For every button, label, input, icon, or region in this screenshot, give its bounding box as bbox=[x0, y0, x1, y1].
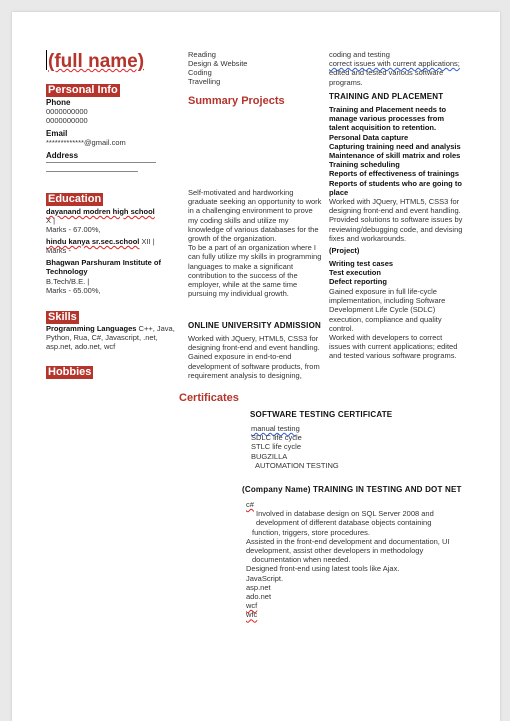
training-body bbox=[246, 500, 476, 620]
skills-line-1 bbox=[46, 324, 175, 333]
tp-line: fixes and workarounds. bbox=[329, 233, 407, 243]
personal-info-title: Personal Info bbox=[48, 84, 118, 96]
training-line: JavaScript. bbox=[246, 573, 284, 583]
summary-line: can fully utilize my skills in programming bbox=[188, 252, 322, 262]
project-line: and tested various software programs. bbox=[329, 351, 457, 361]
summary-line: graduate seeking an opportunity to work bbox=[188, 197, 322, 207]
summary-line: employer, while at the same time bbox=[188, 280, 298, 290]
summary-line: in a challenging environment to prove bbox=[188, 206, 313, 216]
school-1: dayanand modren high school bbox=[46, 207, 155, 216]
training-line: ado.net bbox=[246, 592, 272, 602]
cert-list bbox=[251, 424, 339, 470]
hobby-item: Travelling bbox=[188, 77, 221, 86]
cert-item: manual testing bbox=[251, 424, 300, 433]
col3-line: programs. bbox=[329, 77, 363, 87]
training-line: development of different database objects containing bbox=[256, 518, 432, 528]
cert-title: SOFTWARE TESTING CERTIFICATE bbox=[250, 410, 393, 419]
training-placement-title: TRAINING AND PLACEMENT bbox=[329, 92, 444, 101]
address-line-2 bbox=[46, 171, 138, 172]
skills-value-1: C++, Java, bbox=[138, 324, 175, 333]
training-line: function, triggers, store procedures. bbox=[252, 527, 370, 537]
project-line: execution, compliance and quality bbox=[329, 314, 442, 324]
tp-line: Provided solutions to software issues by bbox=[329, 215, 463, 225]
tp-bold-line: talent acquisition to retention. bbox=[329, 123, 437, 133]
project-line: implementation, including Software bbox=[329, 296, 446, 306]
col3-line: correct issues with current applications; bbox=[329, 59, 460, 69]
school-3-marks: Marks - 65.00%, bbox=[46, 286, 101, 295]
summary-line: knowledge of various databases for the bbox=[188, 224, 319, 234]
hobby-item: Reading bbox=[188, 50, 216, 59]
skills-value-3: asp.net, ado.net, wcf bbox=[46, 342, 116, 351]
education-section bbox=[46, 189, 103, 207]
tp-bold-line: Reports of effectiveness of trainings bbox=[329, 169, 460, 179]
training-line: development, assist other developers in methodology bbox=[246, 546, 424, 556]
summary-line: contribution to the success of the bbox=[188, 270, 298, 280]
project-title: (Project) bbox=[329, 246, 360, 255]
summary-line: To be a part of an organization where I bbox=[188, 243, 316, 253]
summary-line: Self-motivated and hardworking bbox=[188, 188, 294, 197]
school-2: hindu kanya sr.sec.school bbox=[46, 237, 140, 246]
text-cursor bbox=[46, 50, 47, 70]
full-name-heading[interactable]: (full name) bbox=[48, 51, 145, 72]
school-2-detail: XII | bbox=[141, 237, 155, 246]
admission-line: development of software products, from bbox=[188, 361, 320, 371]
tp-bold-line: Maintenance of skill matrix and roles bbox=[329, 151, 461, 161]
col3-top-body bbox=[329, 50, 474, 87]
project-bold-line: Test execution bbox=[329, 268, 381, 278]
project-body bbox=[329, 287, 474, 361]
project-bold bbox=[329, 259, 474, 287]
online-admission-title: ONLINE UNIVERSITY ADMISSION bbox=[188, 321, 321, 330]
tp-bold-line: Training scheduling bbox=[329, 160, 400, 170]
training-line: c# bbox=[246, 500, 254, 509]
cert-item: BUGZILLA bbox=[251, 451, 288, 461]
school-2-marks: Marks - bbox=[46, 246, 71, 255]
tp-line: Worked with JQuery, HTML5, CSS3 for bbox=[329, 197, 460, 206]
certificates-title: Certificates bbox=[179, 392, 239, 404]
skills-label: Programming Languages bbox=[46, 324, 137, 333]
tp-line: reviewing/debugging code, and devising bbox=[329, 224, 463, 234]
summary-body bbox=[188, 188, 330, 298]
cert-item: AUTOMATION TESTING bbox=[255, 460, 339, 470]
summary-line: languages to make a significant bbox=[188, 261, 294, 271]
tp-bold-line: manage various processes from bbox=[329, 114, 445, 124]
phone-2: 0000000000 bbox=[46, 116, 88, 125]
col3-line: edited and tested various software bbox=[329, 68, 444, 78]
hobby-item: Coding bbox=[188, 68, 212, 77]
summary-title: Summary Projects bbox=[188, 95, 285, 107]
school-2-row bbox=[46, 237, 155, 246]
project-bold-line: Defect reporting bbox=[329, 277, 387, 287]
phone-1: 0000000000 bbox=[46, 107, 88, 116]
skills-title: Skills bbox=[48, 311, 77, 323]
summary-line: pursuing my individual growth. bbox=[188, 289, 289, 299]
address-label: Address bbox=[46, 151, 79, 160]
training-title: (Company Name) TRAINING IN TESTING AND DOT NET bbox=[242, 485, 462, 494]
skills-section bbox=[46, 307, 79, 325]
skills-value-2: Python, Rua, C#, Javascript, .net, bbox=[46, 333, 158, 342]
school-1-marks: Marks - 67.00%, bbox=[46, 225, 101, 234]
resume-page bbox=[12, 12, 500, 721]
training-line: Involved in database design on SQL Server 2008 and bbox=[256, 509, 434, 519]
hobby-item: Design & Website bbox=[188, 59, 248, 68]
tp-bold-line: Reports of students who are going to bbox=[329, 178, 462, 188]
training-line: Designed front-end using latest tools like Ajax. bbox=[246, 564, 400, 574]
training-line: documentation when needed. bbox=[252, 555, 351, 565]
school-1-detail: X | bbox=[46, 216, 56, 225]
project-line: Gained exposure in full life-cycle bbox=[329, 287, 437, 296]
tp-bold-line: place bbox=[329, 187, 349, 197]
summary-line: growth of the organization. bbox=[188, 234, 277, 244]
project-line: Worked with developers to correct bbox=[329, 333, 443, 343]
phone-label: Phone bbox=[46, 98, 71, 107]
col3-line: coding and testing bbox=[329, 50, 390, 59]
project-line: issues with current applications; edited bbox=[329, 342, 458, 352]
hobbies-title: Hobbies bbox=[48, 366, 92, 378]
training-placement-body bbox=[329, 197, 474, 243]
training-line: wcf bbox=[246, 601, 258, 611]
training-placement-bold bbox=[329, 105, 474, 197]
cert-item: STLC life cycle bbox=[251, 442, 302, 452]
admission-line: requirement analysis to designing, bbox=[188, 370, 302, 380]
training-line: asp.net bbox=[246, 582, 271, 592]
school-3-detail: B.Tech/B.E. | bbox=[46, 277, 90, 286]
hobbies-section bbox=[46, 362, 93, 380]
personal-info-section bbox=[46, 80, 120, 98]
training-line: wfc bbox=[246, 610, 258, 620]
admission-line: Gained exposure in end-to-end bbox=[188, 352, 292, 362]
email-label: Email bbox=[46, 129, 68, 138]
cert-item: SDLC life cycle bbox=[251, 433, 302, 443]
summary-line: my coding skills and utilize my bbox=[188, 215, 289, 225]
address-line-1 bbox=[46, 162, 156, 163]
email-value: *************@gmail.com bbox=[46, 138, 126, 147]
tp-bold-line: Training and Placement needs to bbox=[329, 105, 447, 114]
project-line: Development Life Cycle (SDLC) bbox=[329, 305, 436, 315]
school-3: Bhagwan Parshuram Institute of Technology bbox=[46, 258, 162, 277]
online-admission-body bbox=[188, 334, 330, 380]
project-bold-line: Writing test cases bbox=[329, 259, 394, 268]
admission-line: Worked with JQuery, HTML5, CSS3 for bbox=[188, 334, 319, 343]
tp-line: designing front-end and event handling. bbox=[329, 206, 461, 216]
project-line: control. bbox=[329, 323, 354, 333]
training-line: Assisted in the front-end development and documentation, UI bbox=[246, 536, 450, 546]
admission-line: designing front-end and event handling. bbox=[188, 343, 320, 353]
education-title: Education bbox=[48, 193, 102, 205]
tp-bold-line: Personal Data capture bbox=[329, 132, 409, 142]
tp-bold-line: Capturing training need and analysis bbox=[329, 141, 461, 151]
